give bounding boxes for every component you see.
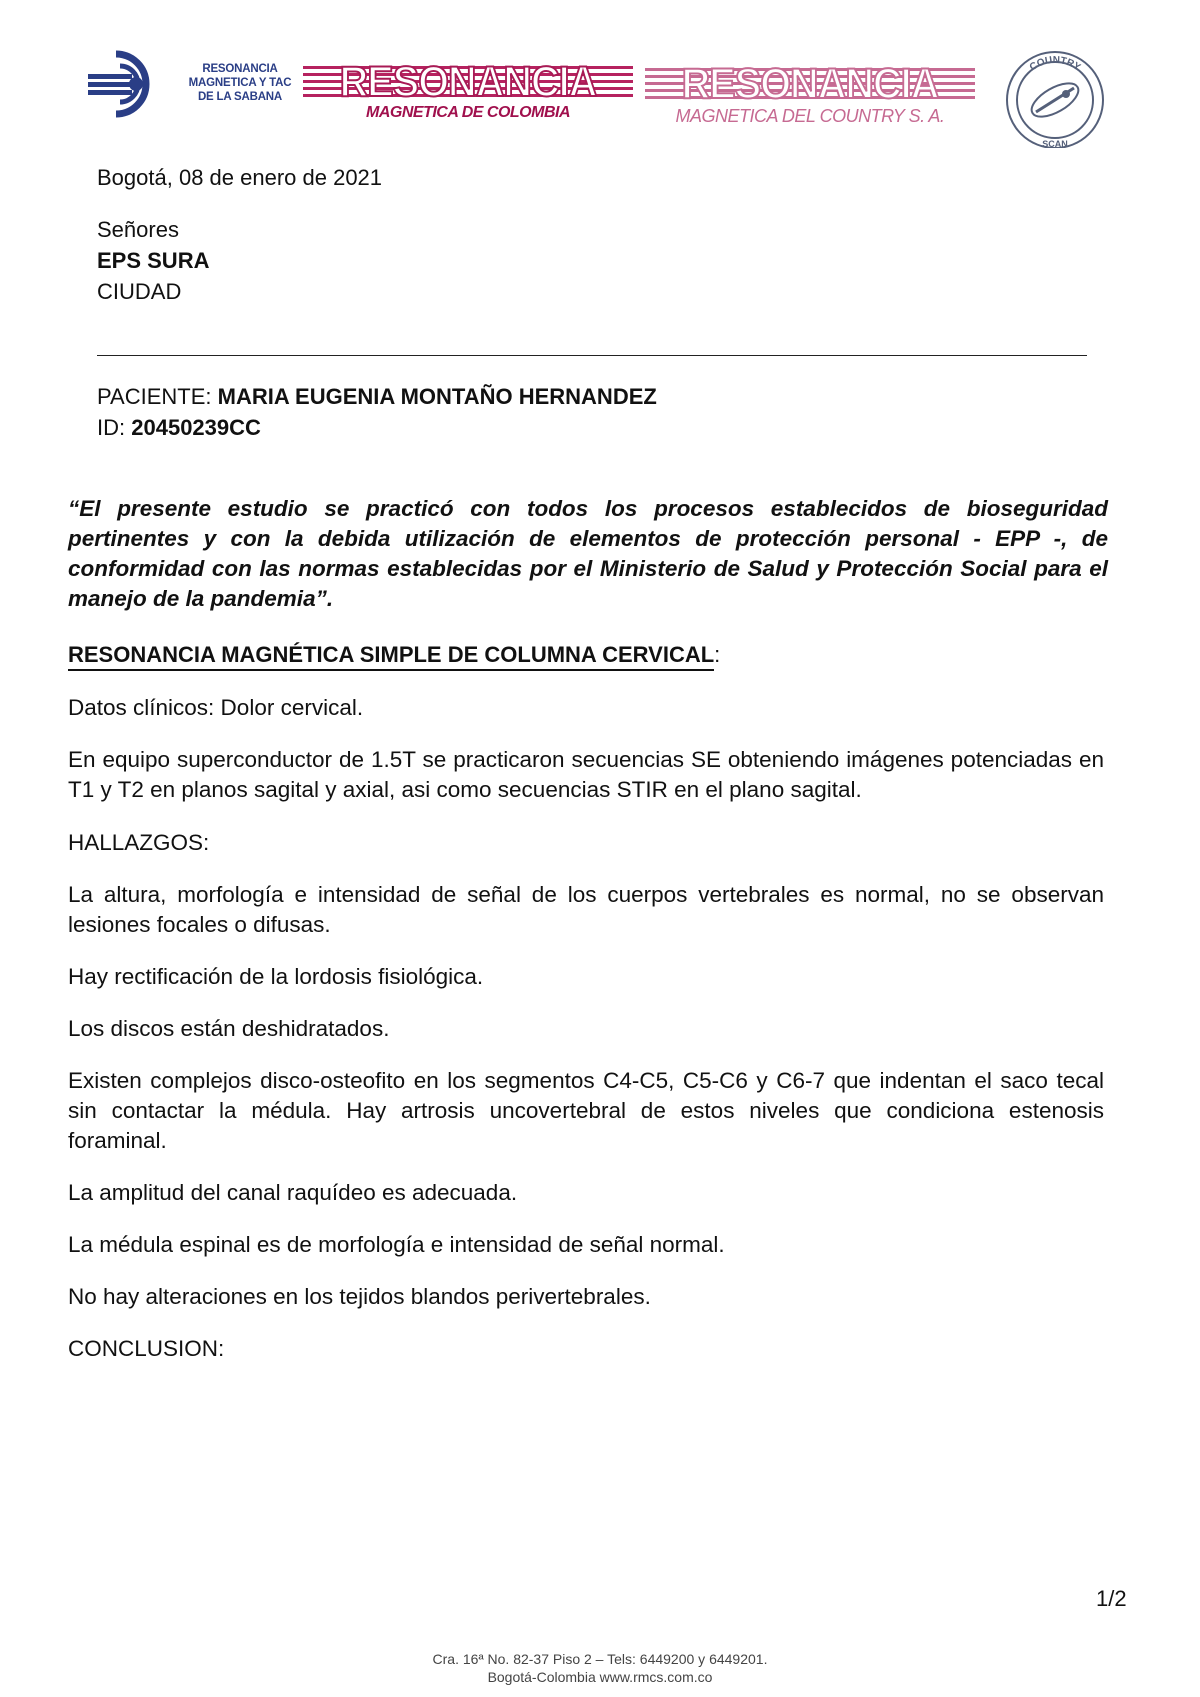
letter-date: Bogotá, 08 de enero de 2021 [97,165,383,190]
logo-resonancia-country [645,62,975,134]
patient-name-label: PACIENTE: [97,384,212,409]
seal-top-text: COUNTRY [1027,54,1083,74]
study-title-colon: : [714,642,721,667]
clinical-data: Datos clínicos: Dolor cervical. [68,695,364,720]
findings-heading: HALLAZGOS: [68,830,210,855]
logo-resonancia-sabana [86,48,301,120]
finding-item: Los discos están deshidratados. [68,1016,390,1041]
patient-name-line [97,382,657,412]
header-divider [97,355,1087,356]
sabana-emblem-icon [86,48,176,120]
biosafety-statement: “El presente estudio se practicó con todos los procesos establecidos de bioseguridad pertinentes y con la debida utilización de elementos de protección personal - EPP -, de conformidad con las normas establecidas por el Ministerio de Salud y Protección Social para el manejo de la pandemia”. [68,496,1108,611]
patient-id: 20450239CC [131,415,261,440]
sabana-logo-line3: DE LA SABANA [197,91,283,103]
sabana-logo-line1: RESONANCIA [202,63,278,75]
finding-item: Hay rectificación de la lordosis fisiológica. [68,964,484,989]
finding-item: Existen complejos disco-osteofito en los segmentos C4-C5, C5-C6 y C6-7 que indentan el saco tecal sin contactar la médula. Hay artrosis uncovertebral de estos niveles que condiciona estenosis foraminal. [68,1068,1104,1153]
colombia-logo-title: RESONANCIA [339,58,597,106]
finding-item: La amplitud del canal raquídeo es adecuada. [68,1180,518,1205]
svg-text:COUNTRY [1028,55,1083,74]
footer-city-web: Bogotá-Colombia www.rmcs.com.co [487,1669,713,1685]
patient-id-label: ID: [97,415,126,440]
country-scan-seal [1000,48,1110,148]
patient-id-line [97,413,261,443]
finding-item: La médula espinal es de morfología e intensidad de señal normal. [68,1232,725,1257]
finding-item: La altura, morfología e intensidad de señal de los cuerpos vertebrales es normal, no se observan lesiones focales o difusas. [68,882,1104,937]
sabana-logo-line2: MAGNETICA Y TAC [188,77,292,89]
study-title: RESONANCIA MAGNÉTICA SIMPLE DE COLUMNA CERVICAL [68,642,714,671]
logo-header [0,0,1200,160]
seal-bottom-text: SCAN [1042,139,1068,148]
finding-item: No hay alteraciones en los tejidos blandos perivertebrales. [68,1284,651,1309]
country-logo-subtitle: MAGNETICA DEL COUNTRY S. A. [675,106,945,126]
letter-city: CIUDAD [97,279,182,304]
page-footer [0,1650,1200,1686]
colombia-logo-subtitle: MAGNETICA DE COLOMBIA [365,104,570,121]
patient-name: MARIA EUGENIA MONTAÑO HERNANDEZ [217,384,657,409]
technique-paragraph: En equipo superconductor de 1.5T se practicaron secuencias SE obteniendo imágenes potenciadas en T1 y T2 en planos sagital y axial, asi como secuencias STIR en el plano sagital. [68,747,1104,802]
logo-resonancia-colombia [303,60,633,130]
study-title-line [68,640,720,670]
footer-address: Cra. 16ª No. 82-37 Piso 2 – Tels: 6449200 y 6449201. [432,1651,768,1667]
country-scan-seal-icon [1000,48,1110,148]
conclusion-heading: CONCLUSION: [68,1336,225,1361]
letter-recipient: EPS SURA [97,248,210,273]
country-logo-title: RESONANCIA [681,60,939,108]
page-number: 1/2 [1096,1586,1127,1611]
letter-salutation: Señores [97,217,179,242]
